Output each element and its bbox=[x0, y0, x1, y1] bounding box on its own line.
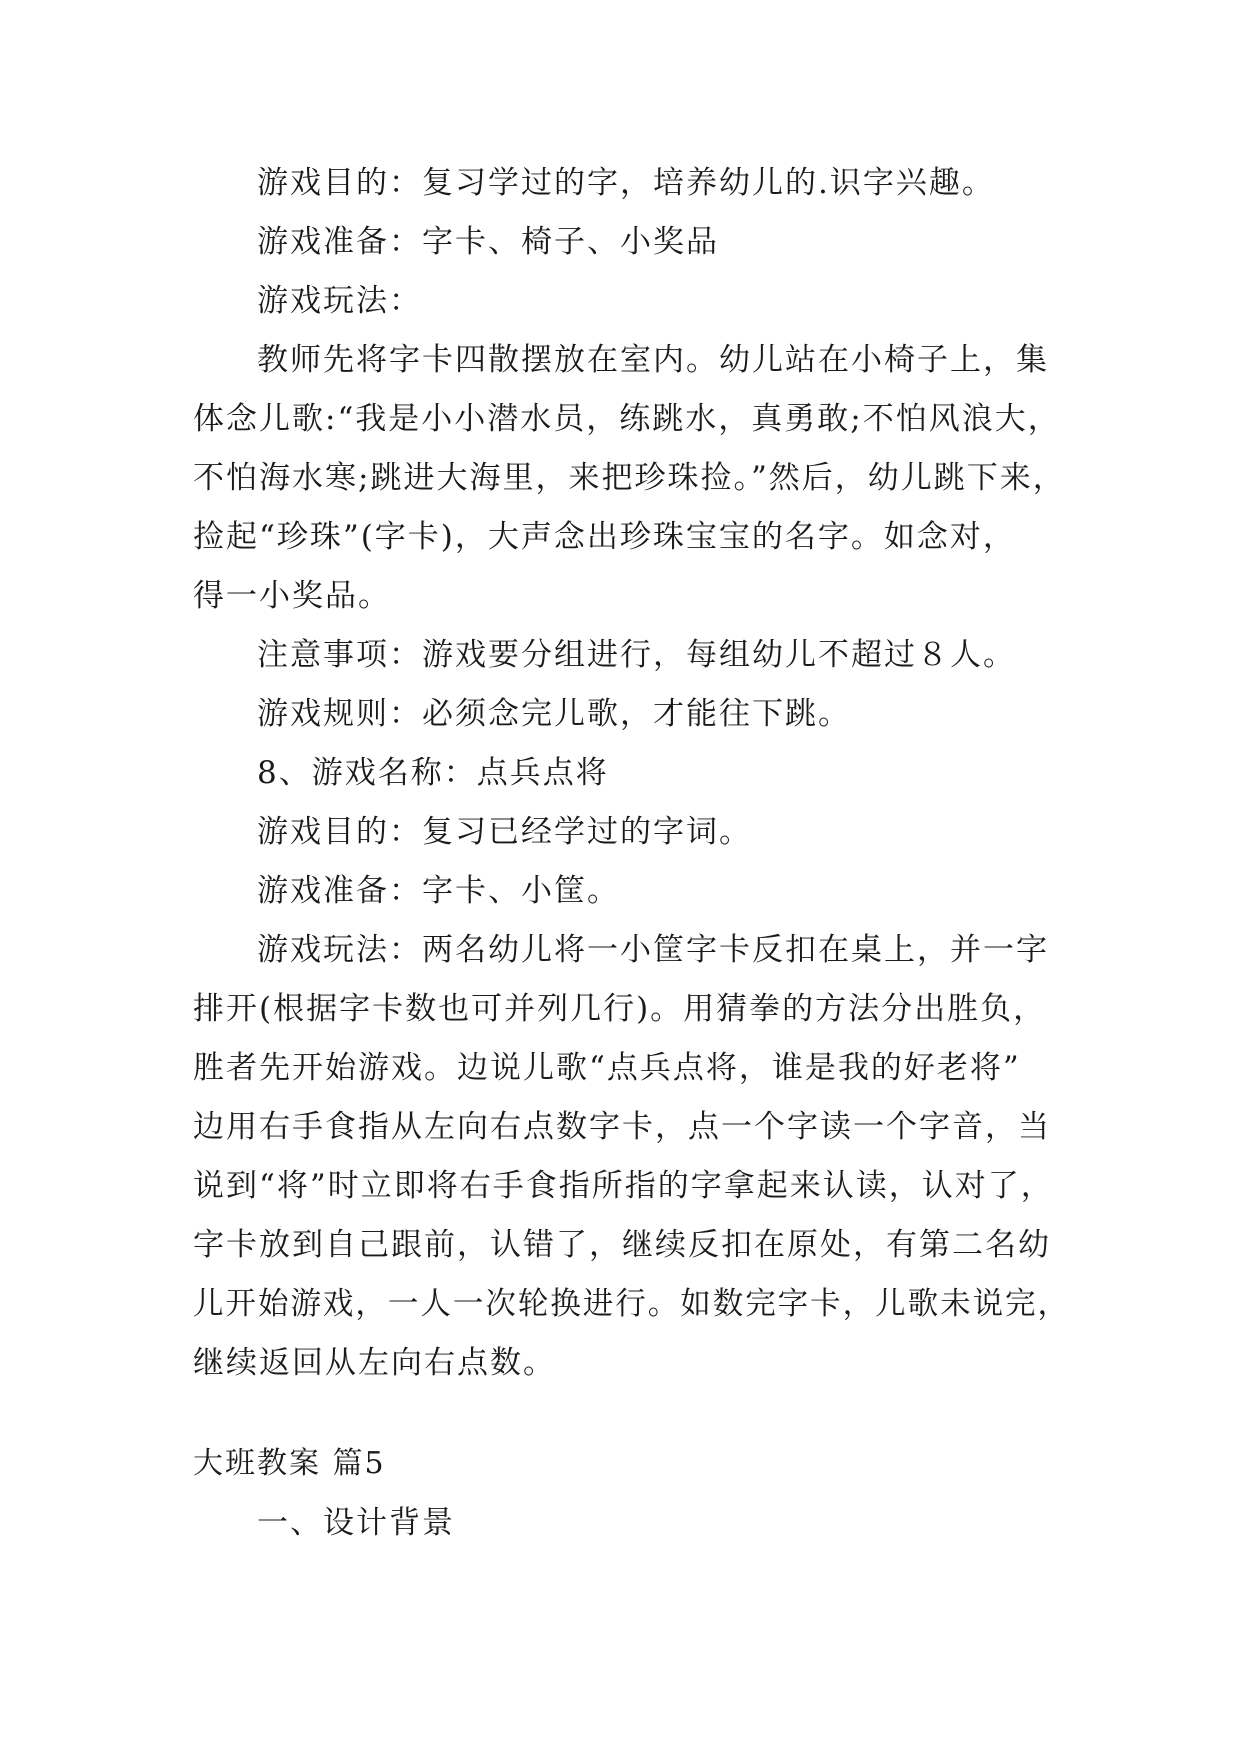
paragraph-line: 游戏目的：复习已经学过的字词。 bbox=[257, 814, 752, 850]
paragraph-line: 儿开始游戏，一人一次轮换进行。如数完字卡，儿歌未说完， bbox=[193, 1286, 1071, 1322]
subsection-title: 一、设计背景 bbox=[257, 1505, 455, 1541]
paragraph-line: 边用右手食指从左向右点数字卡，点一个字读一个字音，当 bbox=[193, 1109, 1051, 1145]
paragraph-line: 胜者先开始游戏。边说儿歌“点兵点将，谁是我的好老将” bbox=[193, 1050, 1021, 1086]
paragraph-line: 游戏玩法： bbox=[257, 283, 422, 319]
paragraph-line: 游戏玩法：两名幼儿将一小筐字卡反扣在桌上，并一字 bbox=[257, 932, 1049, 968]
paragraph-line: 得一小奖品。 bbox=[193, 578, 391, 614]
paragraph-line: 8、游戏名称：点兵点将 bbox=[257, 755, 609, 791]
paragraph-line: 游戏准备：字卡、椅子、小奖品 bbox=[257, 224, 719, 260]
paragraph-line: 字卡放到自己跟前，认错了，继续反扣在原处，有第二名幼 bbox=[193, 1227, 1051, 1263]
paragraph-line: 注意事项：游戏要分组进行，每组幼儿不超过８人。 bbox=[257, 637, 1016, 673]
paragraph-line: 体念儿歌:“我是小小潜水员，练跳水，真勇敢;不怕风浪大， bbox=[193, 401, 1061, 437]
paragraph-line: 不怕海水寒;跳进大海里，来把珍珠捡。”然后，幼儿跳下来， bbox=[193, 460, 1066, 496]
paragraph-line: 说到“将”时立即将右手食指所指的字拿起来认读，认对了， bbox=[193, 1168, 1054, 1204]
paragraph-line: 游戏规则：必须念完儿歌，才能往下跳。 bbox=[257, 696, 851, 732]
paragraph-line: 继续返回从左向右点数。 bbox=[193, 1345, 556, 1381]
paragraph-line: 排开(根据字卡数也可并列几行)。用猜拳的方法分出胜负， bbox=[193, 991, 1047, 1027]
section-title: 大班教案 篇5 bbox=[193, 1446, 386, 1481]
paragraph-line: 游戏目的：复习学过的字，培养幼儿的.识字兴趣。 bbox=[257, 165, 995, 201]
paragraph-line: 教师先将字卡四散摆放在室内。幼儿站在小椅子上，集 bbox=[257, 342, 1049, 378]
paragraph-line: 游戏准备：字卡、小筐。 bbox=[257, 873, 620, 909]
paragraph-line: 捡起“珍珠”(字卡)，大声念出珍珠宝宝的名字。如念对， bbox=[193, 519, 1016, 555]
